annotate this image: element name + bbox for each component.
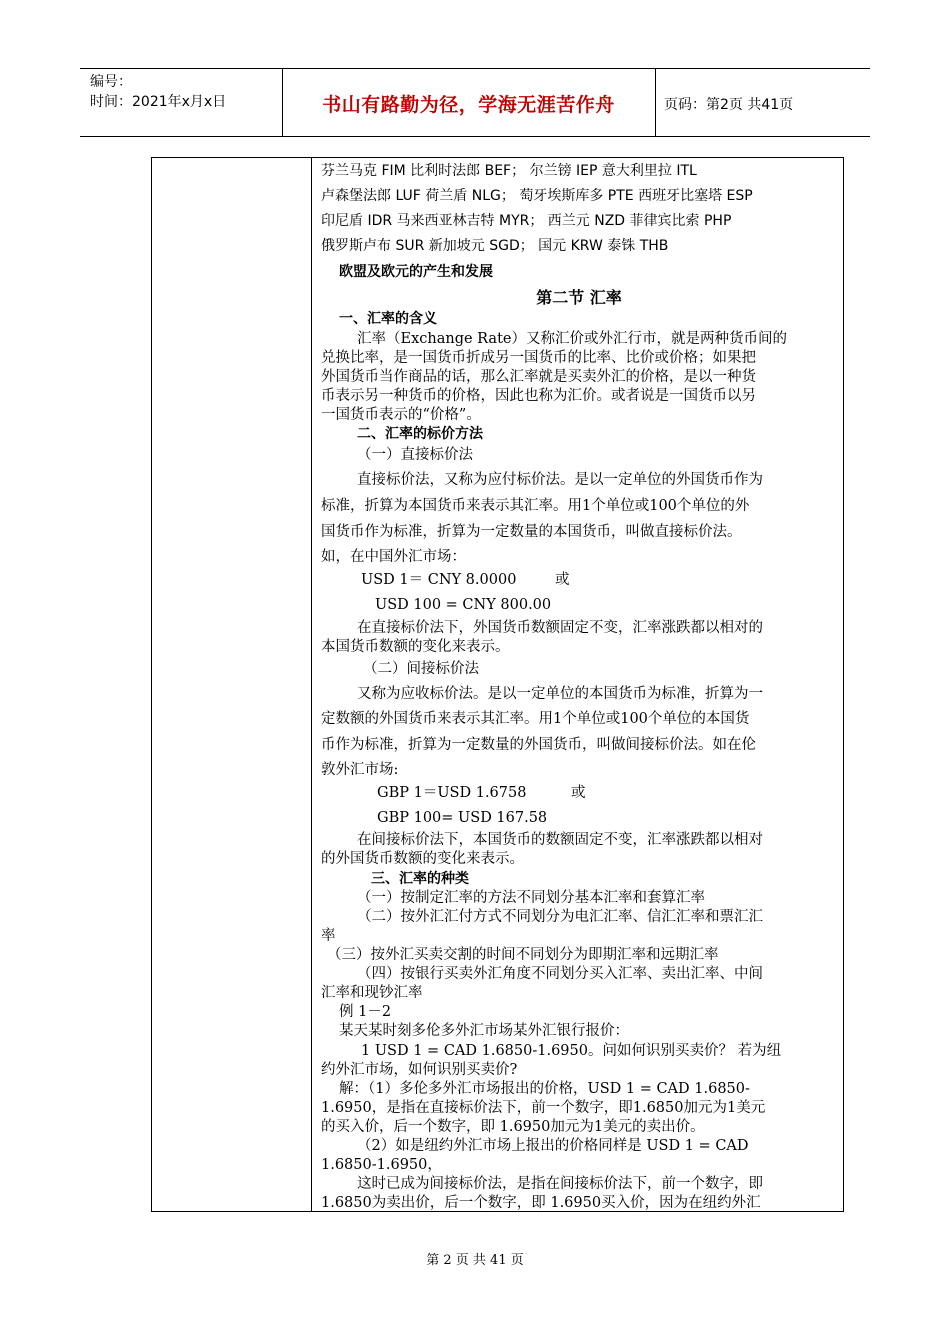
example-line: 1.6850为卖出价，后一个数字，即 1.6950买入价，因为在纽约外汇 [321,1195,761,1211]
definition-line: 币表示另一种货币的价格，因此也称为汇价。或者说是一国货币以另 [321,388,756,404]
example-line: 1 USD 1 = CAD 1.6850-1.6950。问如何识别买卖价？ 若为纽 [361,1043,782,1059]
rate-type: （一）按制定汇率的方法不同划分基本汇率和套算汇率 [357,890,705,906]
rate-type: （三）按外汇买卖交割的时间不同划分为即期汇率和远期汇率 [327,947,719,963]
indirect-line: 币作为标准，折算为一定数量的外国货币，叫做间接标价法。如在伦 [321,737,756,753]
header-bottom-rule [80,136,870,137]
example-line: 解：（1）多伦多外汇市场报出的价格，USD 1 = CAD 1.6850- [339,1081,750,1097]
indirect-title: （二）间接标价法 [363,661,479,677]
direct-note: 在直接标价法下，外国货币数额固定不变，汇率涨跌都以相对的 [357,620,763,636]
indirect-line: 又称为应收标价法。是以一定单位的本国货币为标准，折算为一 [357,686,763,702]
definition-line: 汇率（Exchange Rate）又称汇价或外汇行市，就是两种货币间的 [357,331,787,347]
example-line: 这时已成为间接标价法，是指在间接标价法下，前一个数字，即 [357,1176,763,1192]
definition-line: 外国货币当作商品的话，那么汇率就是买卖外汇的价格，是以一种货 [321,369,756,385]
example-line: 的买入价，后一个数字，即 1.6950加元为1美元的卖出价。 [321,1119,705,1135]
direct-line: 国货币作为标准，折算为一定数量的本国货币，叫做直接标价法。 [321,524,742,540]
example-line: 1.6950，是指在直接标价法下，前一个数字，即1.6850加元为1美元 [321,1100,766,1116]
header-motto: 书山有路勤为径，学海无涯苦作舟 [322,94,615,116]
currency-line: 印尼盾 IDR 马来西亚林吉特 MYR； 西兰元 NZD 菲律宾比索 PHP [321,213,732,229]
table-column-divider [311,157,312,1212]
indirect-line: 定数额的外国货币来表示其汇率。用1个单位或100个单位的本国货 [321,711,750,727]
indirect-note: 在间接标价法下，本国货币的数额固定不变，汇率涨跌都以相对 [357,832,763,848]
header-page-label: 页码：第2页 共41页 [664,97,794,113]
header-divider-right [655,68,656,136]
example-line: 约外汇市场，如何识别买卖价? [321,1062,518,1078]
date-label: 时间：2021年x月x日 [90,94,227,110]
direct-example-2: USD 100 = CNY 800.00 [375,597,552,613]
header-meta [90,72,226,112]
example-line: （2）如是纽约外汇市场上报出的价格同样是 USD 1 = CAD [357,1138,749,1154]
direct-title: （一）直接标价法 [357,447,473,463]
rate-type: （四）按银行买卖外汇角度不同划分买入汇率、卖出汇率、中间 [357,966,763,982]
section-title: 第二节 汇率 [536,288,622,307]
heading-3: 三、汇率的种类 [371,871,469,887]
direct-line: 如，在中国外汇市场： [321,549,466,565]
rate-type: 汇率和现钞汇率 [321,985,423,1001]
direct-line: 直接标价法，又称为应付标价法。是以一定单位的外国货币作为 [357,472,763,488]
header-top-rule [80,68,870,69]
currency-line: 芬兰马克 FIM 比利时法郎 BEF； 尔兰镑 IEP 意大利里拉 ITL [321,163,697,179]
example-line: 某天某时刻多伦多外汇市场某外汇银行报价： [339,1023,629,1039]
definition-line: 一国货币表示的“价格”。 [321,407,481,423]
heading-1: 一、汇率的含义 [339,311,437,327]
direct-note: 本国货币数额的变化来表示。 [321,639,510,655]
direct-example-1: USD 1＝ CNY 8.0000 [361,572,517,588]
indirect-example-2: GBP 100= USD 167.58 [377,810,548,826]
indirect-or: 或 [571,785,586,801]
example-title: 例 1－2 [339,1004,392,1020]
indirect-line: 敦外汇市场: [321,762,399,778]
indirect-note: 的外国货币数额的变化来表示。 [321,851,524,867]
example-line: 1.6850-1.6950， [321,1157,442,1173]
eu-heading: 欧盟及欧元的产生和发展 [339,264,493,280]
direct-or: 或 [555,572,570,588]
currency-line: 俄罗斯卢布 SUR 新加坡元 SGD； 国元 KRW 泰铢 THB [321,238,669,254]
rate-type: 率 [321,928,336,944]
rate-type: （二）按外汇汇付方式不同划分为电汇汇率、信汇汇率和票汇汇 [357,909,763,925]
heading-2: 二、汇率的标价方法 [357,426,483,442]
serial-label: 编号： [90,74,132,90]
page-footer: 第 2 页 共 41 页 [426,1253,524,1268]
definition-line: 兑换比率，是一国货币折成另一国货币的比率、比价或价格；如果把 [321,350,756,366]
direct-line: 标准，折算为本国货币来表示其汇率。用1个单位或100个单位的外 [321,498,750,514]
indirect-example-1: GBP 1＝USD 1.6758 [377,785,527,801]
currency-line: 卢森堡法郎 LUF 荷兰盾 NLG； 萄牙埃斯库多 PTE 西班牙比塞塔 ESP [321,188,753,204]
